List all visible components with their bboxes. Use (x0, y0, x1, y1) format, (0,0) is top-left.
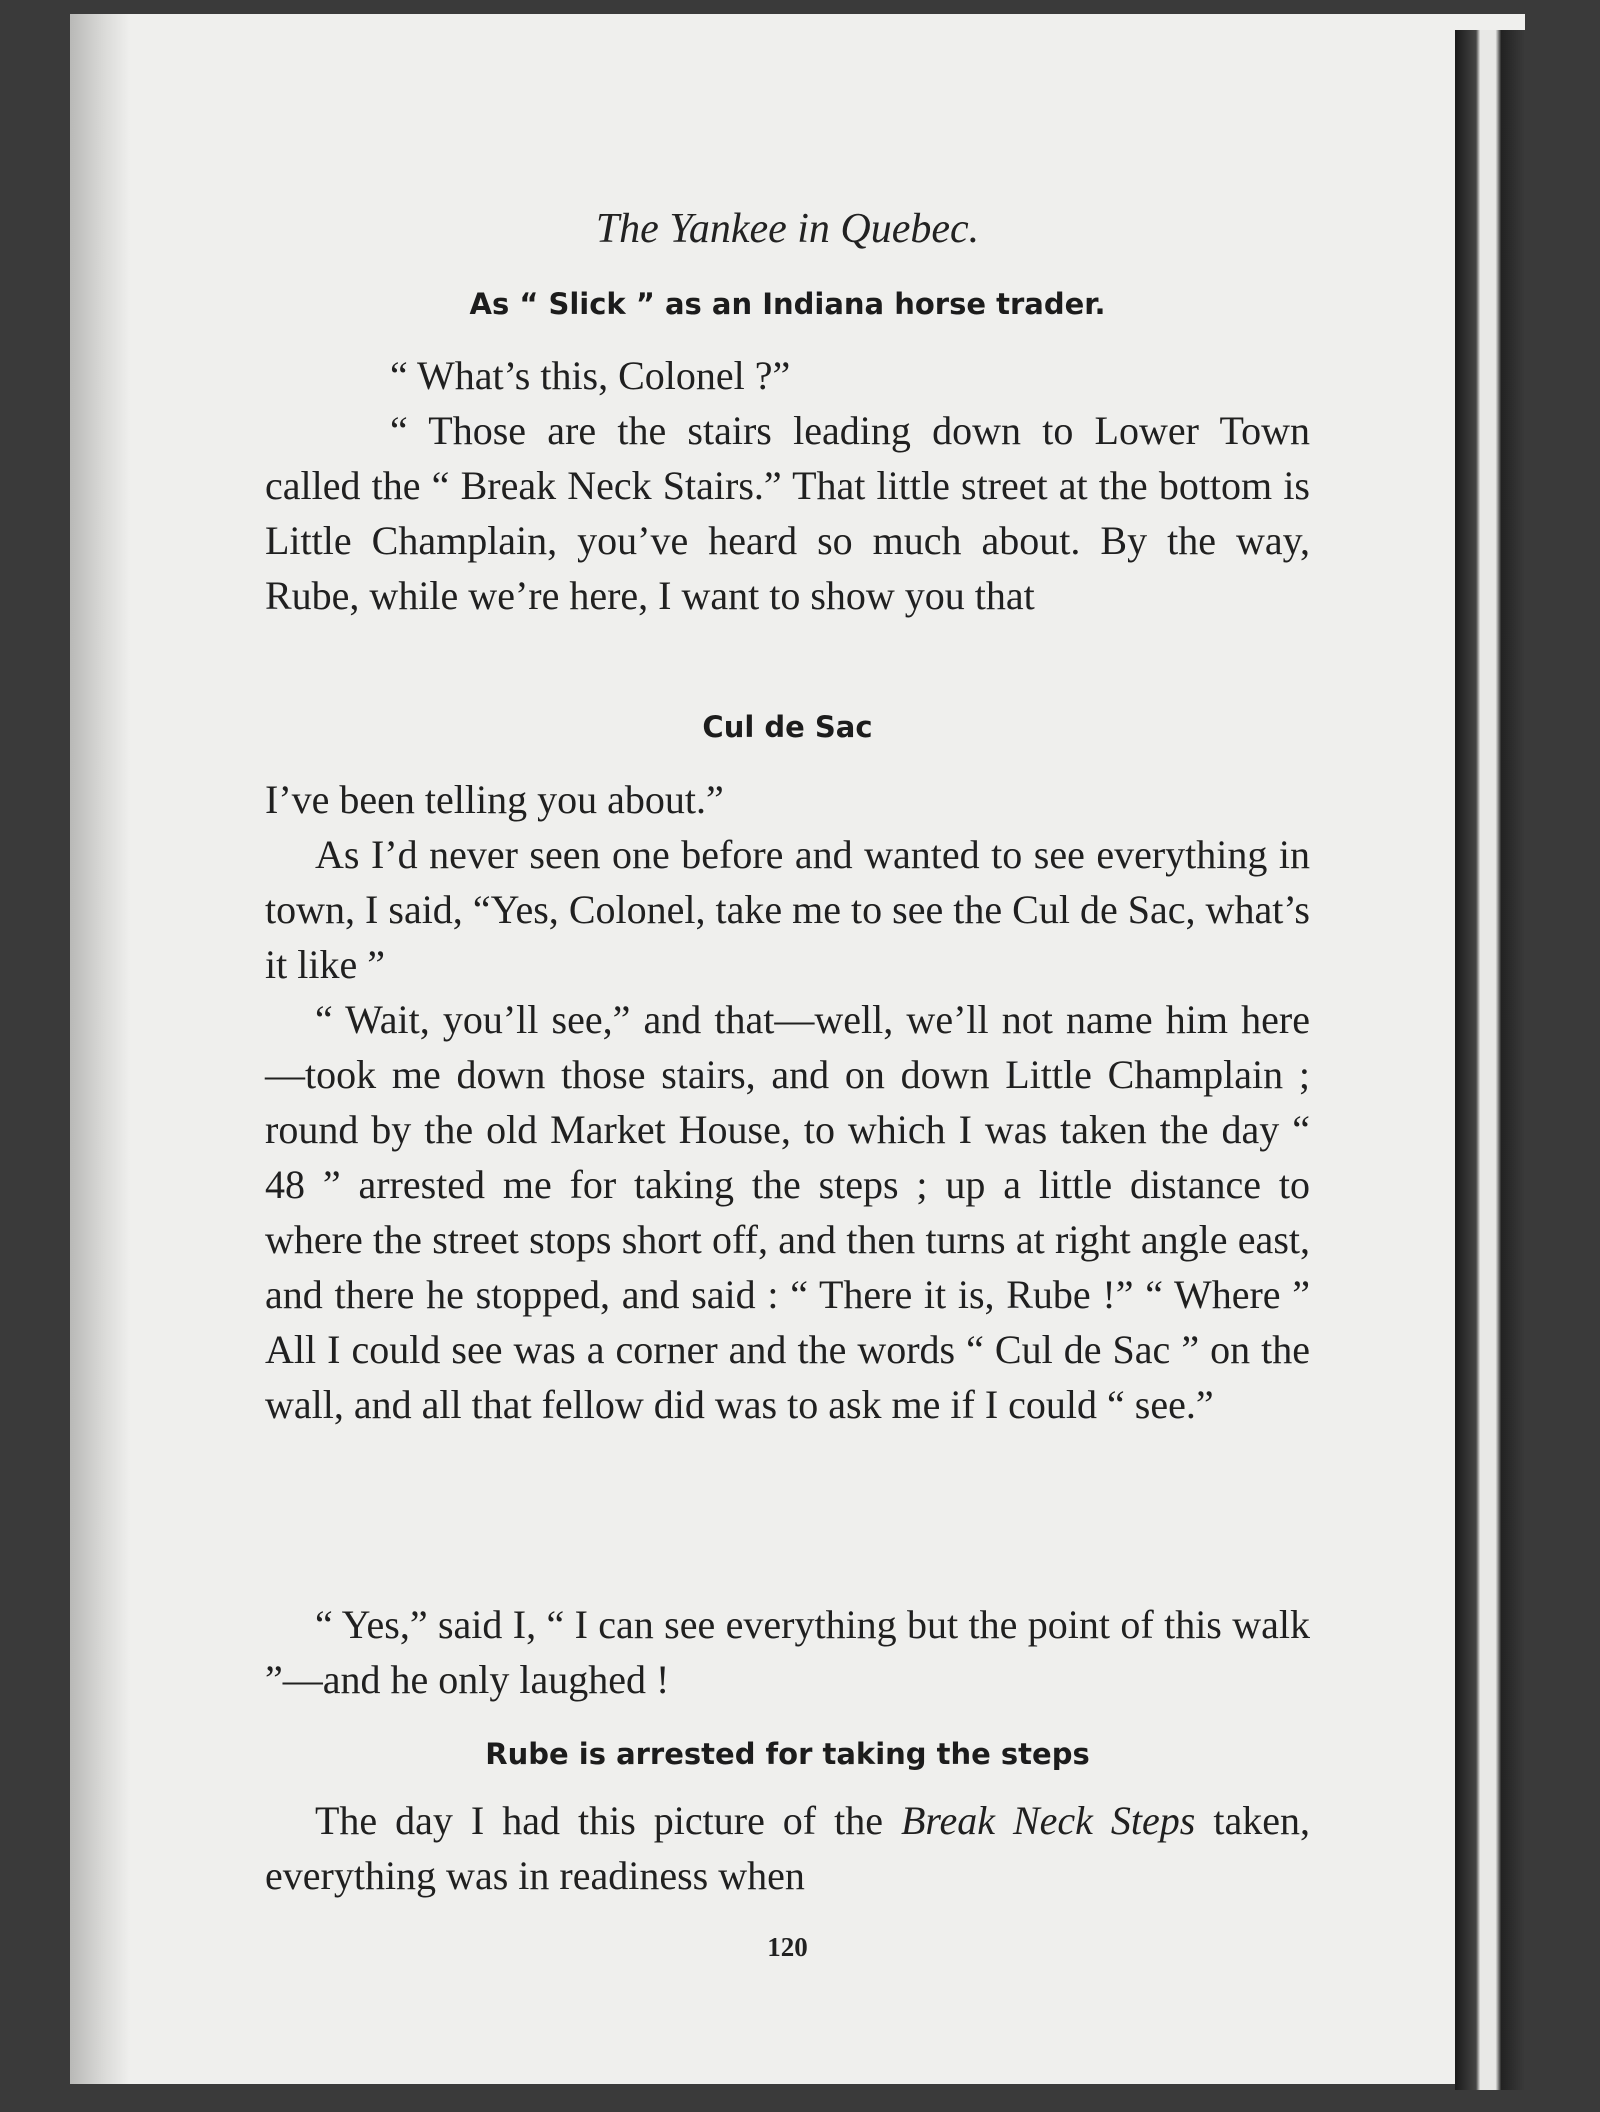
paragraph-break-neck-stairs: “ Those are the stairs leading down to Lower Town called the “ Break Neck Stairs.” That little street at the bottom is Little Champlain, you’ve heard so much about. By the way, Rube, while we’re here, I want to show you that (265, 408, 1310, 618)
paragraph-telling-you: I’ve been telling you about.” (265, 777, 724, 822)
paragraph-text-a: The day I had this picture of the (315, 1798, 901, 1843)
section-heading-rube-arrested: Rube is arrested for taking the steps (485, 1737, 1090, 1771)
paragraph-text-b: taken, everything was in readiness when (265, 1798, 1310, 1898)
gutter-shadow (70, 14, 130, 2084)
paragraph-never-seen: As I’d never seen one before and wanted to see everything in town, I said, “Yes, Colonel, take me to see the Cul de Sac, what’s it like ” (265, 832, 1310, 987)
page-number: 120 (767, 1932, 808, 1962)
paragraph-wait-youll-see: “ Wait, you’ll see,” and that—well, we’ll not name him here—took me down those stairs, and on down Little Champlain ; round by the old Market House, to which I was taken the day “ 48 ” arrested me for taking the steps ; up a little distance to where the street stops short off, and then turns at right angle east, and there he stopped, and said : “ There it is, Rube !” “ Where ” All I could see was a corner and the words “ Cul de Sac ” on the wall, and all that fellow did was to ask me if I could “ see.” (265, 997, 1310, 1427)
running-head: The Yankee in Quebec. (595, 206, 980, 252)
page-stack-edge (1455, 30, 1525, 2090)
section-heading-horse-trader: As “ Slick ” as an Indiana horse trader. (469, 287, 1106, 321)
italic-break-neck-steps: Break Neck Steps (900, 1798, 1196, 1843)
paragraph-whats-this: “ What’s this, Colonel ?” (390, 353, 791, 398)
section-heading-cul-de-sac: Cul de Sac (702, 710, 873, 744)
paragraph-the-day (265, 1793, 1310, 1903)
paragraph-yes-said-i: “ Yes,” said I, “ I can see everything but the point of this walk ”—and he only laughed ! (265, 1602, 1310, 1702)
